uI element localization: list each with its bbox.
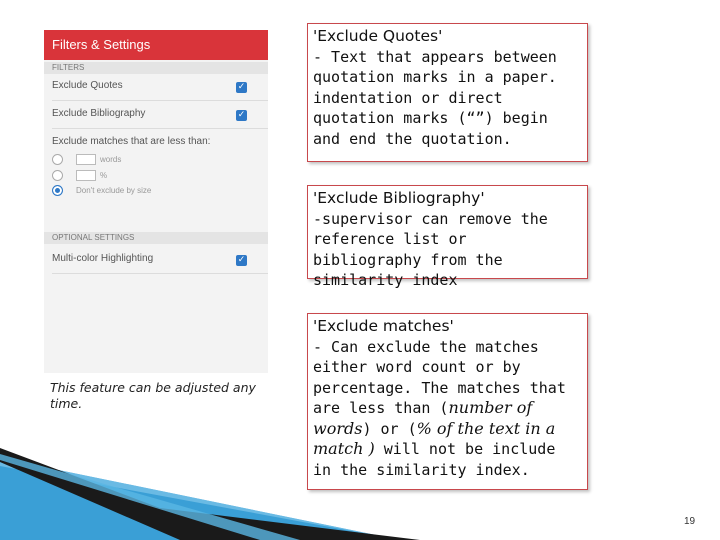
panel-title: Filters & Settings bbox=[44, 30, 268, 60]
filters-section-heading: FILTERS bbox=[44, 62, 268, 74]
callout-title: 'Exclude Bibliography' bbox=[313, 189, 485, 207]
body-text: will not be include in the similarity index. bbox=[313, 440, 556, 479]
divider bbox=[52, 273, 268, 274]
percent-label: % bbox=[100, 171, 108, 180]
exclude-bibliography-label: Exclude Bibliography bbox=[52, 108, 146, 119]
callout-title: 'Exclude matches' bbox=[313, 317, 454, 335]
exclude-quotes-callout bbox=[307, 23, 588, 162]
exclude-matches-label: Exclude matches that are less than: bbox=[52, 136, 211, 147]
callout-body: - Text that appears between quotation marks in a paper. indentation or direct quotation marks (“”) begin and end the quotation. bbox=[313, 47, 557, 148]
multi-color-checkbox[interactable]: ✓ bbox=[237, 255, 246, 265]
body-text: - Can exclude the matches either word count or by percentage. The matches that are less than ( bbox=[313, 337, 566, 417]
words-radio[interactable] bbox=[52, 154, 63, 165]
multi-color-label: Multi-color Highlighting bbox=[52, 253, 154, 264]
exclude-bibliography-checkbox[interactable]: ✓ bbox=[237, 110, 246, 120]
callout-body: -supervisor can remove the reference list or bibliography from the similarity index bbox=[313, 209, 548, 289]
caption: This feature can be adjusted any time. bbox=[50, 380, 256, 411]
body-emphasis: number of words bbox=[313, 398, 533, 438]
exclude-bibliography-callout bbox=[307, 185, 588, 289]
percent-input[interactable] bbox=[76, 170, 96, 181]
body-text: ) or ( bbox=[362, 419, 417, 438]
filters-settings-panel bbox=[44, 30, 268, 373]
divider bbox=[52, 100, 268, 101]
page-number: 19 bbox=[684, 516, 696, 527]
exclude-quotes-checkbox[interactable]: ✓ bbox=[237, 82, 246, 92]
callout-title: 'Exclude Quotes' bbox=[313, 27, 443, 45]
percent-radio[interactable] bbox=[52, 170, 63, 181]
decorative-swoosh bbox=[0, 448, 720, 540]
words-label: words bbox=[100, 155, 122, 164]
optional-settings-heading: OPTIONAL SETTINGS bbox=[44, 232, 268, 244]
body-emphasis: % of the text in a match ) bbox=[313, 418, 556, 458]
words-input[interactable] bbox=[76, 154, 96, 165]
dont-exclude-label: Don't exclude by size bbox=[76, 186, 152, 195]
exclude-quotes-label: Exclude Quotes bbox=[52, 80, 123, 91]
divider bbox=[52, 128, 268, 129]
dont-exclude-radio[interactable] bbox=[52, 185, 63, 196]
